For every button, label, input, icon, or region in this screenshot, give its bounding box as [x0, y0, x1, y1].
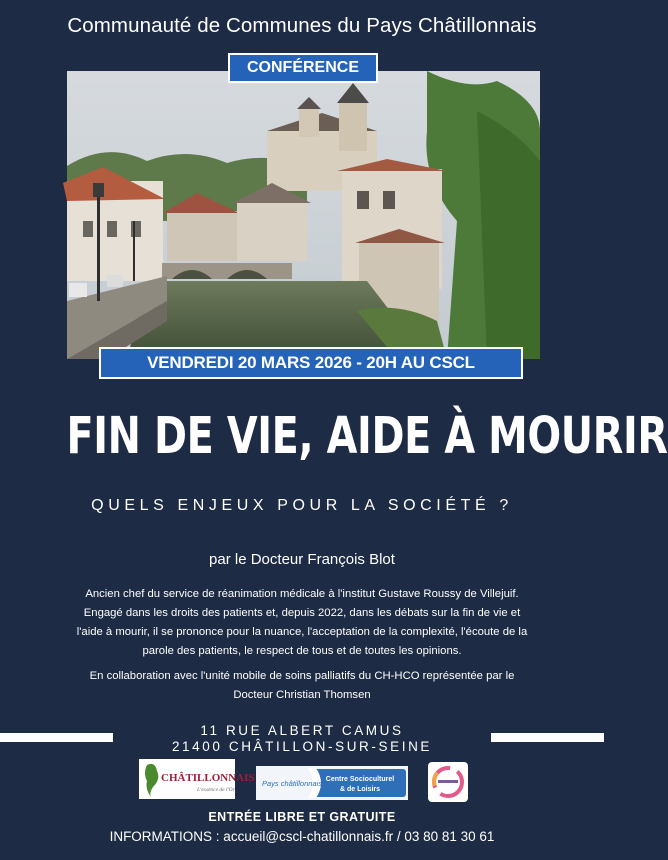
speaker-line: par le Docteur François Blot: [209, 551, 395, 568]
palliative-care-logo: [428, 762, 468, 802]
subtitle: QUELS ENJEUX POUR LA SOCIÉTÉ ?: [91, 497, 513, 514]
chatillonnais-logo: [139, 759, 255, 799]
main-title: FIN DE VIE, AIDE À MOURIR: [66, 407, 668, 466]
speaker-bio: [30, 585, 574, 661]
collaboration-note: [30, 667, 574, 705]
contact-info: INFORMATIONS : accueil@cscl-chatillonnais.fr / 03 80 81 30 61: [109, 829, 495, 844]
collab-line: En collaboration avec l'unité mobile de soins palliatifs du CH-HCO représentée par le: [89, 670, 515, 682]
cscl-logo-subtitle: & de Loisirs: [339, 786, 381, 793]
collab-line: Docteur Christian Thomsen: [233, 689, 371, 701]
address-city: 21400 CHÂTILLON-SUR-SEINE: [171, 739, 433, 754]
organization-header: Communauté de Communes du Pays Châtillonnais: [67, 14, 537, 37]
cscl-logo-left: Pays châtillonnais: [262, 779, 323, 788]
cscl-logo-title: Centre Socioculturel: [325, 776, 395, 783]
date-badge: VENDREDI 20 MARS 2026 - 20H AU CSCL: [99, 347, 523, 379]
bio-line: Ancien chef du service de réanimation médicale à l'institut Gustave Roussy de Villejuif.: [85, 588, 519, 600]
conference-badge: CONFÉRENCE: [228, 53, 378, 83]
bio-line: parole des patients, le respect de tous et de toutes les opinions.: [142, 645, 462, 657]
free-entry-note: ENTRÉE LIBRE ET GRATUITE: [208, 810, 396, 824]
bio-line: l'aide à mourir, il se prononce pour la nuance, l'acceptation de la complexité, l'écoute de la: [76, 626, 528, 638]
cscl-logo: [256, 766, 408, 800]
town-photo: [67, 71, 540, 359]
address-street: 11 RUE ALBERT CAMUS: [200, 723, 404, 738]
chatillonnais-logo-tagline: L'essence de l'Or: [197, 787, 235, 793]
chatillonnais-logo-name: CHÂTILLONNAIS: [161, 772, 255, 784]
bio-line: Engagé dans les droits des patients et, depuis 2022, dans les débats sur la fin de vie et: [83, 607, 521, 619]
town-photo-illustration: [67, 71, 540, 359]
